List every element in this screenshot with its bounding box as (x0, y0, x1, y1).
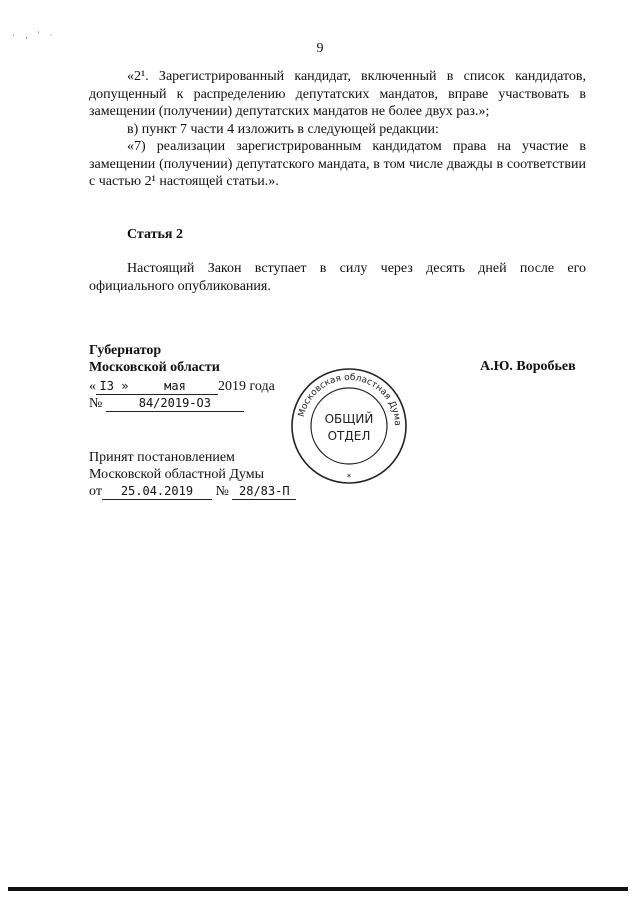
adoption-number-prefix: № (215, 484, 229, 499)
scan-edge-bar (8, 887, 628, 891)
stamp-ring-text: Московская областная Дума (296, 372, 403, 427)
date-day: I3 » (96, 379, 132, 395)
adoption-line1: Принят постановлением (89, 450, 235, 465)
adoption-from-prefix: от (89, 484, 102, 499)
paragraph-subitem-v: в) пункт 7 части 4 изложить в следующей редакции: (127, 121, 439, 137)
page-number: 9 (316, 41, 324, 56)
stamp-star: * (346, 473, 352, 483)
adoption-number: 28/83-П (232, 484, 296, 500)
signatory-title (89, 342, 220, 376)
stamp-inner-ring (311, 388, 387, 464)
article-heading: Статья 2 (127, 226, 183, 242)
paragraph-clause-2-1: «2¹. Зарегистрированный кандидат, включенный в список кандидатов, допущенный к распределению депутатских мандатов, вправе участвовать в замещении (получении) депутатских мандатов не более двух раз.»; (89, 69, 586, 119)
adoption-line2: Московской областной Думы (89, 467, 264, 482)
stamp-center-line2: ОТДЕЛ (327, 429, 371, 443)
paragraph-clause-7: «7) реализации зарегистрированным кандидатом права на участие в замещении (получении) депутатского мандата, в том числе дважды в соответствии с частью 2¹ настоящей статьи.». (89, 139, 586, 189)
adoption-line3 (89, 483, 296, 500)
law-number-prefix: № (89, 396, 103, 411)
date-open-quote: « (89, 379, 96, 394)
law-date (89, 378, 275, 395)
date-year: 2019 года (218, 379, 275, 394)
stamp-outer-ring (292, 369, 406, 483)
adoption-date: 25.04.2019 (102, 484, 212, 500)
law-number (89, 395, 244, 412)
signatory-name: А.Ю. Воробьев (480, 359, 576, 374)
paragraph-entry-into-force: Настоящий Закон вступает в силу через десять дней после его официального опубликования. (89, 261, 586, 294)
document-body (89, 68, 586, 295)
stamp-center-line1: ОБЩИЙ (324, 412, 374, 426)
signatory-title-line1: Губернатор (89, 343, 162, 358)
law-number-value: 84/2019-ОЗ (106, 396, 244, 412)
adoption-block (89, 449, 296, 500)
date-month: мая (132, 379, 218, 395)
signatory-title-line2: Московской области (89, 360, 220, 375)
scan-speck: · , ' · (12, 30, 57, 40)
official-stamp (289, 366, 409, 486)
